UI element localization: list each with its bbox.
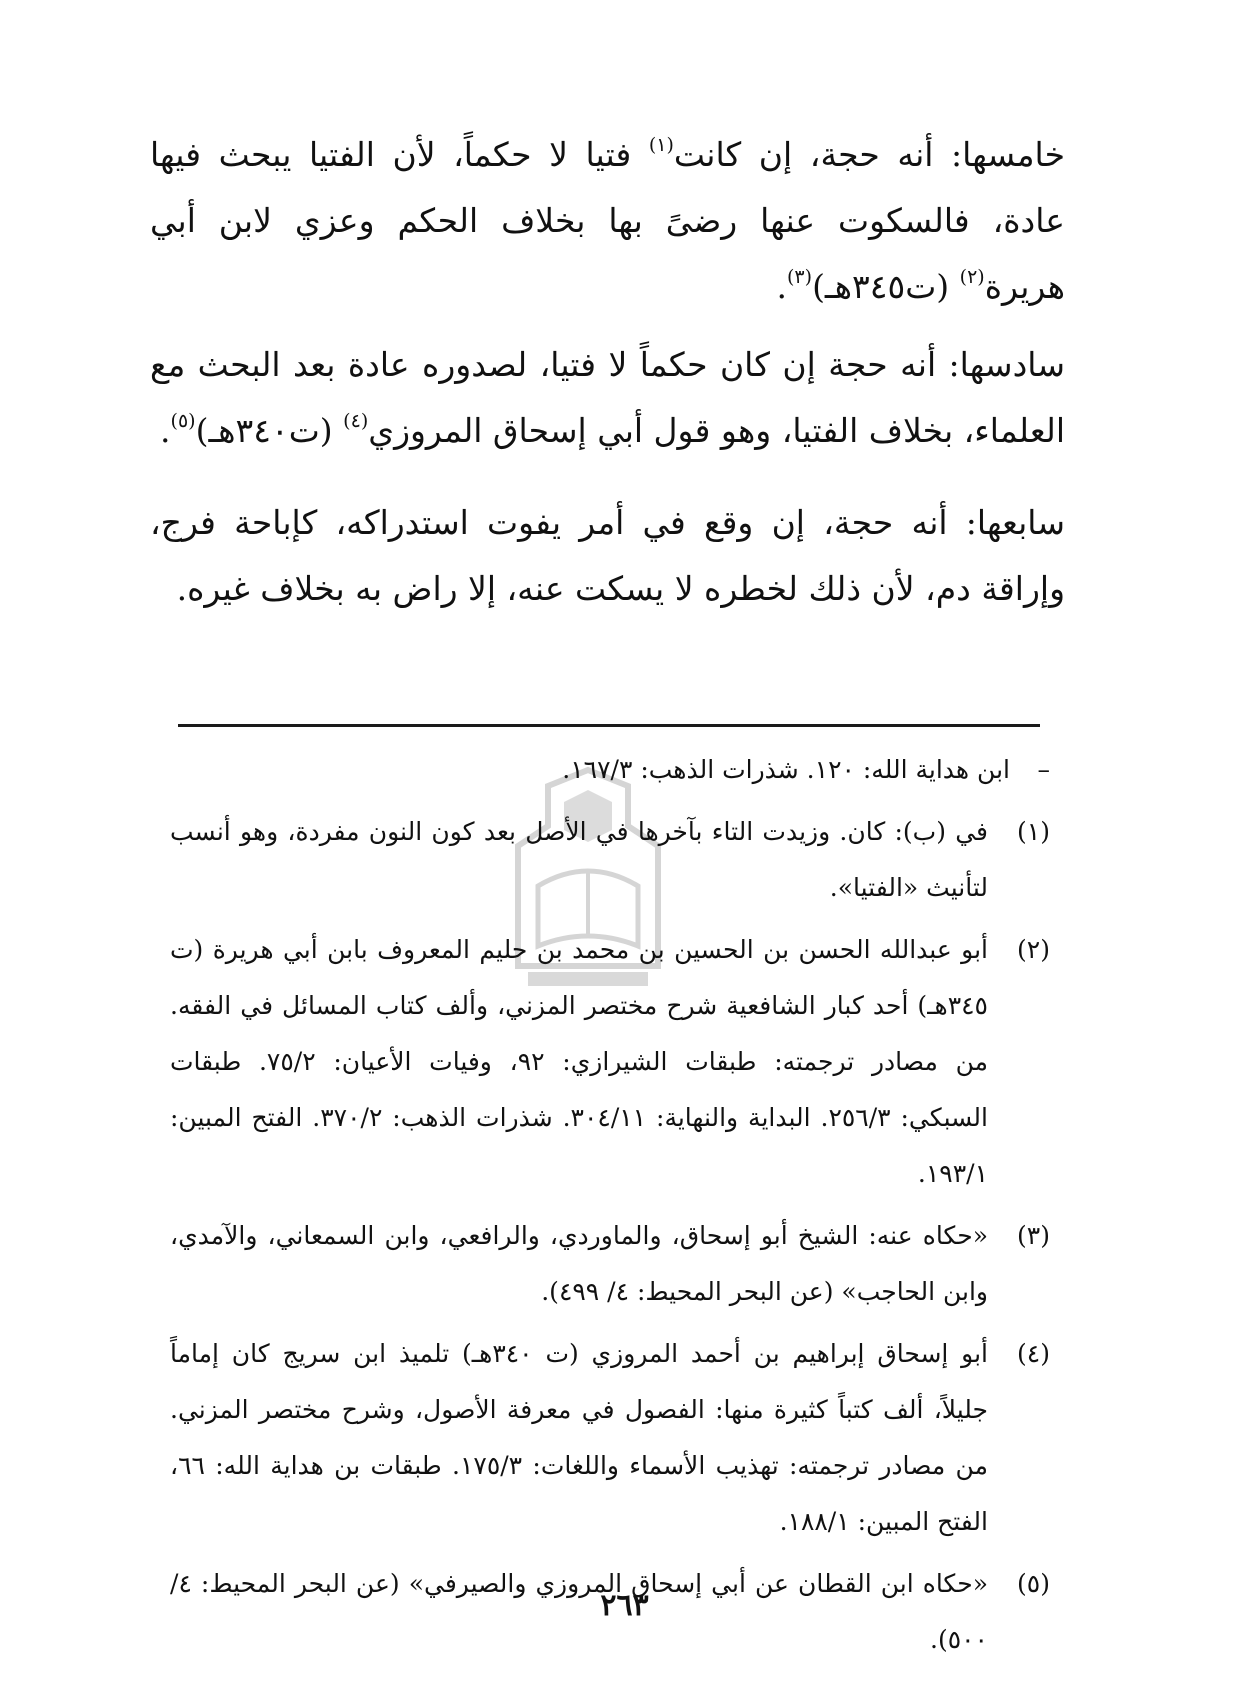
paragraph-sixth — [150, 332, 1065, 464]
footnote-2 — [170, 922, 1050, 1202]
footnote-5-number: (٥) — [1017, 1569, 1050, 1598]
death-date-marwazi: (ت٣٤٠هـ) — [195, 411, 344, 450]
paragraph-fifth — [150, 122, 1065, 320]
footnote-1-text: في (ب): كان. وزيدت التاء بآخرها في الأصل بعد كون النون مفردة، وهو أنسب لتأنيث «الفتيا». — [170, 817, 988, 902]
paragraph-fifth-end: . — [776, 267, 787, 306]
paragraph-sixth-end: . — [160, 411, 171, 450]
footnote-2-number: (٢) — [1017, 935, 1050, 964]
footnote-3 — [170, 1208, 1050, 1320]
footnote-3-number: (٣) — [1017, 1221, 1050, 1250]
footnote-separator — [178, 724, 1040, 727]
footnotes — [170, 742, 1050, 1674]
page-number: ٢٦٣ — [600, 1588, 649, 1623]
paragraph-seventh: سابعها: أنه حجة، إن وقع في أمر يفوت استدراكه، كإباحة فرج، وإراقة دم، لأن ذلك لخطره لا يسكت عنه، إلا راض به بخلاف غيره. — [150, 503, 1065, 608]
footnote-ref-4[interactable]: (٤) — [343, 410, 369, 432]
footnote-continuation — [170, 742, 1050, 798]
paragraph-fifth-text-cont: فتيا لا حكماً، لأن الفتيا يبحث فيها عادة، فالسكوت عنها رضىً بها بخلاف الحكم وعزي لابن أبي هريرة — [150, 135, 1065, 306]
paragraph-fifth-text: خامسها: أنه حجة، إن كانت — [673, 135, 1065, 174]
footnote-4 — [170, 1326, 1050, 1550]
footnote-4-text: أبو إسحاق إبراهيم بن أحمد المروزي (ت ٣٤٠هـ) تلميذ ابن سريج كان إماماً جليلاً، ألف كتباً كثيرة منها: الفصول في معرفة الأصول، وشرح مختصر المزني. من مصادر ترجمته: تهذيب الأسماء واللغات: ١٧٥/٣. طبقات بن هداية الله: ٦٦، الفتح المبين: ١٨٨/١. — [170, 1339, 988, 1536]
footnote-1-number: (١) — [1017, 817, 1050, 846]
footnote-3-text: «حكاه عنه: الشيخ أبو إسحاق، والماوردي، والرافعي، وابن السمعاني، والآمدي، وابن الحاجب» (عن البحر المحيط: ٤/ ٤٩٩). — [170, 1221, 988, 1306]
footnote-ref-1[interactable]: (١) — [648, 134, 674, 156]
footnote-1 — [170, 804, 1050, 916]
footnote-continuation-text: ابن هداية الله: ١٢٠. شذرات الذهب: ١٦٧/٣. — [562, 755, 1010, 784]
footnote-4-number: (٤) — [1017, 1339, 1050, 1368]
footnote-2-text: أبو عبدالله الحسن بن الحسين بن محمد بن حليم المعروف بابن أبي هريرة (ت ٣٤٥هـ) أحد كبار الشافعية شرح مختصر المزني، وألف كتاب المسائل في الفقه. من مصادر ترجمته: طبقات الشيرازي: ٩٢، وفيات الأعيان: ٧٥/٢. طبقات السبكي: ٢٥٦/٣. البداية والنهاية: ٣٠٤/١١. شذرات الذهب: ٣٧٠/٢. الفتح المبين: ١٩٣/١. — [170, 935, 988, 1188]
footnote-ref-3[interactable]: (٣) — [787, 266, 813, 288]
footnote-5-text: «حكاه ابن القطان عن أبي إسحاق المروزي والصيرفي» (عن البحر المحيط: ٤/ ٥٠٠). — [170, 1569, 988, 1654]
footnote-ref-5[interactable]: (٥) — [170, 410, 196, 432]
footnote-ref-2[interactable]: (٢) — [959, 266, 985, 288]
death-date-ibn-abi-hurayra: (ت٣٤٥هـ) — [812, 267, 960, 306]
footnote-continuation-marker: – — [1037, 755, 1050, 784]
main-text — [150, 122, 1065, 622]
paragraph-sixth-text: سادسها: أنه حجة إن كان حكماً لا فتيا، لصدوره عادة بعد البحث مع العلماء، بخلاف الفتيا، وهو قول أبي إسحاق المروزي — [150, 345, 1065, 450]
